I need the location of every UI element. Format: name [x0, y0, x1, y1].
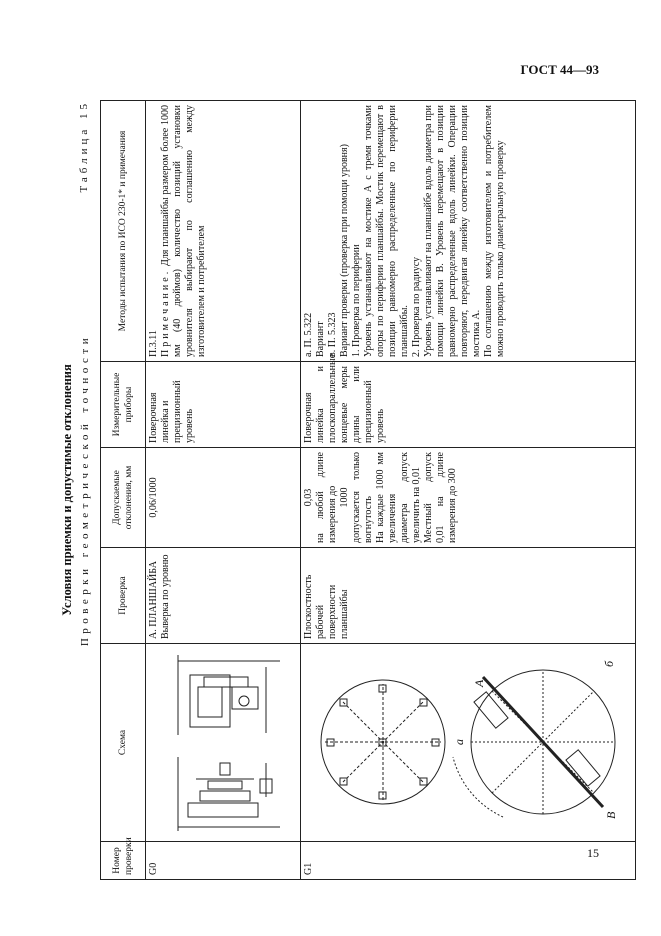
tolerance-text: на любой длине измерения до	[315, 452, 338, 543]
method-variant: Вариант	[315, 321, 326, 357]
section-title: Условия приемки и допустимые отклонения	[60, 364, 74, 616]
method-step-2-title: 2. Проверка по радиусу	[411, 256, 422, 357]
section-subtitle: Проверки геометрической точности	[79, 333, 91, 647]
rotated-table-page	[60, 100, 618, 880]
check-section-title: А. ПЛАНШАЙБА	[148, 560, 159, 639]
check-cell: Плоскостность рабочей поверхности планшайбы	[301, 548, 636, 644]
header-schema: Схема	[101, 644, 146, 842]
header-number: Номер проверки	[101, 842, 146, 880]
schema-label-a: а	[452, 739, 466, 745]
tolerance-concavity: допускается только вогнутость	[351, 452, 374, 543]
schema-label-straightedge: В	[604, 811, 618, 819]
page-number: 15	[587, 846, 599, 860]
tolerance-value: 0,03	[303, 488, 314, 507]
tolerance-length: 1000	[339, 487, 350, 508]
note-heading: Примечание.	[160, 268, 171, 357]
header-instruments: Измерительные приборы	[101, 362, 146, 448]
tolerance-increase: На каждые 1000 мм увеличения диаметра допуск увеличить на 0,01	[375, 452, 422, 543]
method-step-1-text: Уровень устанавливают на мостике А с тремя точками опоры по периферии планшайбы. Мостик перемещают в позиции равномерно распределенные по периферии планшайбы.	[363, 105, 410, 357]
document-code: ГОСТ 44—93	[520, 62, 599, 77]
schema-cell	[301, 644, 636, 842]
schema-g1-drawing	[303, 648, 633, 837]
row-number: G0	[146, 842, 301, 880]
method-step-1-title: 1. Проверка по периферии	[351, 244, 362, 357]
table-label: Таблица 15	[78, 100, 90, 193]
method-agreement-note: По соглашению между изготовителем и потребителем можно проводить только диаметральную проверку	[483, 105, 506, 357]
method-step-2-text: Уровень устанавливают на планшайбе вдоль диаметра при помощи линейки В. Уровень перемещают в позиции равномерно распределенные вдоль линейки. Операции повторяют, передвигая линейку соответственно позиции мостика А.	[423, 105, 482, 357]
header-tolerance: Допускаемые отклонения, мм	[101, 448, 146, 548]
instruments-cell: Поверочная линейка и плоскопараллельные концевые меры длины или прецизионный уровень	[301, 362, 636, 448]
table-header-row	[101, 101, 146, 880]
schema-label-b: б	[602, 660, 616, 667]
note-text: Для планшайбы размером более 1000 мм (40 дюймов) количество позиций установки уровнителя выбирают по соглашению между изготовителем и потребителем	[160, 105, 207, 357]
tolerance-cell: 0,06/1000	[146, 448, 301, 548]
header-check: Проверка	[101, 548, 146, 644]
faceplate-flatness-diagram	[303, 647, 629, 837]
method-cell	[301, 101, 636, 362]
faceplate-level-diagram	[148, 647, 294, 837]
acceptance-table	[100, 100, 636, 880]
tolerance-cell	[301, 448, 636, 548]
table-row	[301, 101, 636, 880]
schema-g0-drawing	[148, 648, 298, 837]
schema-cell	[146, 644, 301, 842]
method-note	[160, 105, 208, 357]
method-cell	[146, 101, 301, 362]
method-variant-level: Вариант проверки (проверка при помощи уровня)	[339, 144, 350, 357]
table-row	[146, 101, 301, 880]
tolerance-local: Местный допуск 0,01 на длине измерения до 300	[423, 452, 458, 543]
check-description: Выверка по уровню	[160, 554, 171, 639]
instruments-cell: Поверочная линейка и прецизионный уровень	[146, 362, 301, 448]
row-number: G1	[301, 842, 636, 880]
method-ref-b: в. П. 5.323	[327, 312, 338, 357]
header-method: Методы испытания по ИСО 230-1* и примечания	[101, 101, 146, 362]
schema-label-bridge: А	[472, 679, 486, 687]
method-ref-a: а. П. 5.322	[303, 312, 314, 357]
method-reference: П.3.11	[148, 330, 159, 357]
check-cell	[146, 548, 301, 644]
